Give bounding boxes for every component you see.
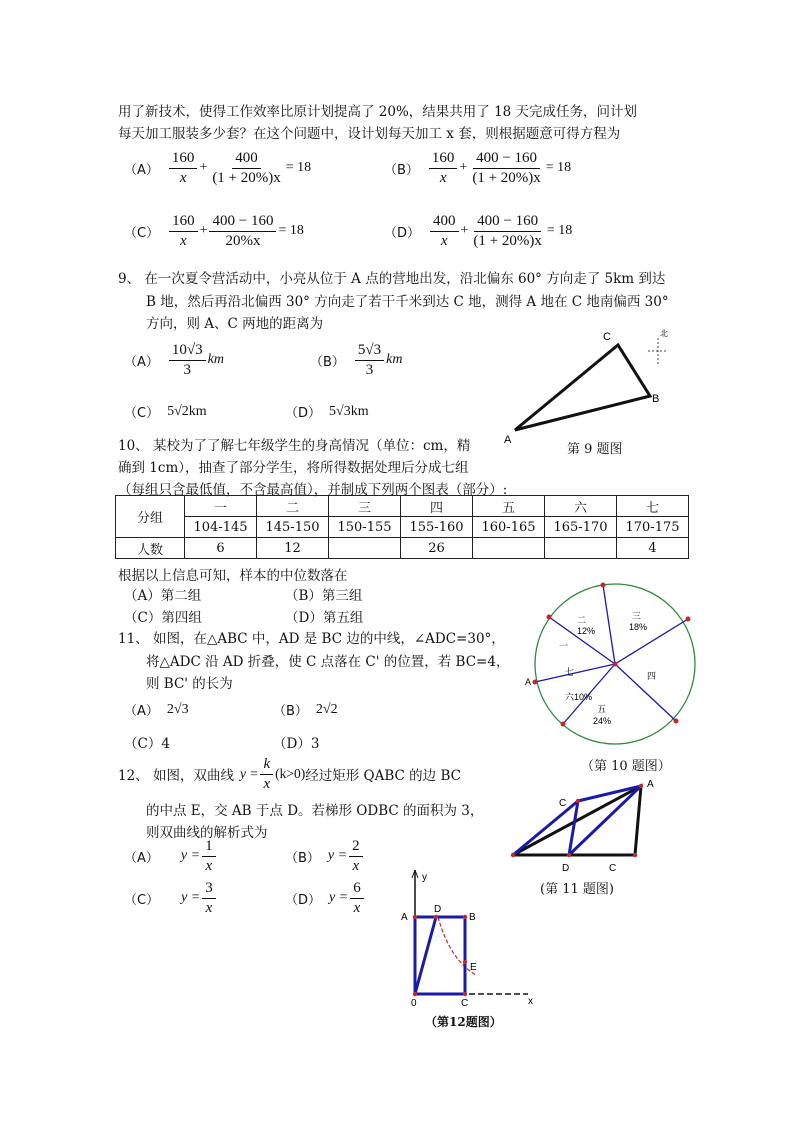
pie-label-er: 二: [577, 615, 587, 625]
intro-line-1: 用了新技术，使得工作效率比原计划提高了 20%，结果共用了 18 天完成任务，问计划: [118, 104, 638, 120]
q11-figure: [505, 776, 665, 874]
option-label: （C）: [124, 406, 160, 421]
fraction-numerator: 160: [429, 150, 458, 169]
equation-lhs: y =: [327, 848, 348, 863]
fraction-denominator: 3: [365, 361, 374, 378]
q10-option-b: （B）第三组: [285, 588, 363, 604]
q11-option-b: [273, 700, 338, 719]
table-header-group: 分组: [116, 496, 185, 538]
point-c-label: C: [603, 331, 611, 343]
plus-sign: +: [199, 160, 208, 175]
table-count-cell: [473, 538, 545, 559]
fraction-numerator: 160: [169, 213, 198, 232]
equation-lhs: y =: [329, 890, 349, 905]
q12-option-d: [285, 880, 366, 916]
q12-line-3: 则双曲线的解析式为: [146, 825, 268, 841]
table-group-cell: 一: [185, 496, 257, 517]
fraction-denominator: x: [439, 169, 447, 186]
fraction-denominator: x: [179, 232, 187, 249]
q10-line-3: （每组只含最低值，不含最高值），并制成下列两个图表（部分）:: [118, 482, 508, 498]
pie-label-liu: 六10%: [565, 692, 593, 702]
fraction-numerator: k: [260, 756, 273, 775]
point-b-label: B: [469, 912, 476, 923]
option-label: （D）: [285, 406, 322, 421]
q12-intro-post: 经过矩形 QABC 的边 BC: [305, 768, 461, 784]
option-label: （A）: [124, 162, 159, 178]
equation-rhs: = 18: [285, 160, 312, 175]
point-a-label: A: [504, 434, 512, 446]
q9-option-b: [310, 342, 402, 378]
q10-figure-caption: （第 10 题图）: [581, 759, 671, 774]
q9-option-c: [124, 402, 207, 421]
fraction-denominator: x: [440, 232, 448, 249]
q11-line-1: 11、 如图，在△ABC 中，AD 是 BC 边的中线，∠ADC=30°，: [118, 631, 505, 647]
option-label: （C）: [124, 892, 160, 908]
q9-figure-caption: 第 9 题图: [567, 442, 623, 457]
q9-line-2: B 地，然后再沿北偏西 30° 方向走了若干千米到达 C 地，测得 A 地在 C 地南偏西 30°: [146, 294, 669, 310]
q8-option-d: [384, 213, 572, 249]
equation-rhs: = 18: [278, 223, 304, 238]
q10-question: 根据以上信息可知，样本的中位数落在: [118, 568, 348, 584]
origin-label: 0: [411, 998, 417, 1009]
q8-option-a: [124, 150, 311, 186]
x-axis-label: x: [528, 996, 533, 1007]
table-range-cell: 160-165: [473, 517, 545, 538]
q9-line-1: 9、 在一次夏令营活动中，小亮从位于 A 点的营地出发，沿北偏东 60° 方向走了 5km 到达: [118, 271, 666, 287]
q11-option-d: （D）3: [273, 736, 320, 752]
table-count-cell: 12: [257, 538, 329, 559]
plus-sign: +: [459, 160, 468, 175]
option-value: 2√3: [166, 701, 189, 717]
q11-option-c: （C）4: [124, 736, 170, 752]
option-label: （A）: [124, 850, 159, 866]
point-c-prime-label: C: [559, 798, 567, 809]
option-label: （B）: [384, 162, 419, 178]
option-label: （A）: [124, 354, 159, 370]
option-label: （C）: [124, 225, 160, 241]
intro-line-2: 每天加工服装多少套？在这个问题中，设计划每天加工 x 套，则根据题意可得方程为: [118, 126, 621, 142]
table-range-cell: 104-145: [185, 517, 257, 538]
q12-intro-text: 12、 如图，双曲线: [118, 768, 234, 784]
fraction-denominator: 3: [183, 361, 192, 378]
fraction-denominator: x: [263, 775, 271, 792]
fraction-numerator: 2: [349, 838, 363, 857]
option-label: （B）: [310, 354, 345, 370]
table-count-cell: 26: [401, 538, 473, 559]
fraction-denominator: (1 + 20%)x: [472, 169, 541, 186]
fraction-denominator: x: [352, 857, 360, 874]
option-value: 5√3km: [329, 403, 369, 419]
equation-lhs: y =: [239, 766, 259, 781]
q10-line-1: 10、 某校为了了解七年级学生的身高情况（单位：cm，精: [118, 438, 471, 454]
q12-option-b: [285, 838, 365, 874]
q9-option-a: [124, 342, 224, 378]
q11-line-3: 则 BC' 的长为: [146, 676, 233, 692]
q11-option-a: [124, 700, 189, 719]
point-c-label: C: [609, 863, 617, 874]
table-range-cell: 145-150: [257, 517, 329, 538]
table-group-cell: 七: [617, 496, 689, 517]
fraction-numerator: 400 − 160: [209, 213, 276, 232]
fraction-numerator: 6: [350, 880, 364, 899]
point-a-label: A: [647, 779, 654, 790]
table-count-cell: 6: [185, 538, 257, 559]
fraction-denominator: x: [353, 899, 361, 916]
fraction-numerator: 3: [202, 880, 216, 899]
q8-option-b: [384, 150, 571, 186]
option-label: （A）: [124, 704, 159, 719]
pie-label-wu: 五: [597, 704, 607, 714]
table-group-cell: 六: [545, 496, 617, 517]
table-header-count: 人数: [116, 538, 185, 559]
fraction-denominator: (1 + 20%)x: [212, 169, 281, 186]
fraction-numerator: 10√3: [169, 342, 206, 361]
pie-label-qi: 七: [565, 667, 575, 677]
q12-figure: [398, 862, 548, 1012]
plus-sign: +: [460, 223, 469, 238]
option-value: 5√2km: [167, 403, 207, 419]
fraction-denominator: x: [179, 169, 187, 186]
equation-lhs: y =: [181, 890, 201, 905]
point-d-label: D: [434, 904, 442, 915]
point-a-label: A: [401, 912, 408, 923]
q10-option-c: （C）第四组: [124, 610, 202, 626]
table-group-cell: 五: [473, 496, 545, 517]
table-group-cell: 三: [329, 496, 401, 517]
pie-label-yi: 一: [559, 641, 569, 651]
fraction-numerator: 400 − 160: [474, 213, 541, 232]
pie-label-san: 三: [632, 611, 642, 621]
unit: km: [386, 352, 403, 367]
table-range-cell: 165-170: [545, 517, 617, 538]
option-value: 2√2: [315, 701, 338, 717]
unit: km: [207, 352, 224, 367]
pie-label-a: A: [525, 677, 532, 687]
fraction-denominator: (1 + 20%)x: [473, 232, 542, 249]
table-count-cell: 4: [617, 538, 689, 559]
q8-option-c: [124, 213, 304, 249]
pie-label-er-pct: 12%: [577, 626, 596, 636]
table-group-cell: 二: [257, 496, 329, 517]
option-label: （D）: [285, 892, 322, 908]
table-count-cell: [545, 538, 617, 559]
q10-line-2: 确到 1cm），抽查了部分学生，将所得数据处理后分成七组: [118, 460, 469, 476]
fraction-denominator: 20%x: [225, 232, 261, 249]
q9-line-3: 方向，则 A、C 两地的距离为: [146, 316, 324, 332]
fraction-numerator: 1: [202, 838, 216, 857]
fraction-numerator: 5√3: [355, 342, 384, 361]
q10-pie-figure: [525, 575, 700, 753]
fraction-numerator: 400: [232, 150, 261, 169]
pie-label-wu-pct: 24%: [593, 716, 612, 726]
option-label: （D）: [384, 225, 421, 241]
fraction-denominator: x: [205, 857, 213, 874]
q12-option-a: [124, 838, 218, 874]
table-range-cell: 170-175: [617, 517, 689, 538]
table-count-cell: [329, 538, 401, 559]
point-b-label: B: [652, 393, 660, 405]
equation-lhs: y =: [180, 848, 201, 863]
height-table: [115, 495, 689, 559]
fraction-numerator: 400: [430, 213, 459, 232]
table-group-cell: 四: [401, 496, 473, 517]
pie-label-san-pct: 18%: [629, 622, 648, 632]
option-label: （B）: [285, 850, 320, 866]
y-axis-label: y: [422, 872, 427, 883]
q11-figure-caption: (第 11 题图): [540, 882, 614, 897]
fraction-numerator: 400 − 160: [473, 150, 540, 169]
condition: (k>0): [275, 766, 306, 781]
point-d-label: D: [562, 863, 570, 874]
fraction-denominator: x: [205, 899, 213, 916]
point-c-label: C: [461, 998, 469, 1009]
point-e-label: E: [470, 962, 477, 973]
equation-rhs: = 18: [546, 223, 573, 238]
equation-rhs: = 18: [545, 160, 572, 175]
north-label: 北: [660, 329, 668, 338]
option-label: （B）: [273, 704, 308, 719]
q12-line-1: [118, 756, 461, 792]
q9-figure: [500, 322, 690, 447]
q10-option-a: （A）第二组: [124, 588, 202, 604]
table-range-cell: 155-160: [401, 517, 473, 538]
table-range-cell: 150-155: [329, 517, 401, 538]
fraction-numerator: 160: [169, 150, 198, 169]
q9-option-d: [285, 402, 369, 421]
q12-figure-caption: （第12题图）: [425, 1015, 502, 1029]
q11-line-2: 将△ADC 沿 AD 折叠，使 C 点落在 C' 的位置，若 BC=4，: [146, 654, 510, 670]
q12-line-2: 的中点 E，交 AB 于点 D。若梯形 ODBC 的面积为 3，: [146, 803, 484, 819]
plus-sign: +: [199, 223, 208, 238]
q12-option-c: [124, 880, 218, 916]
pie-label-si: 四: [647, 671, 657, 681]
q10-option-d: （D）第五组: [285, 610, 364, 626]
